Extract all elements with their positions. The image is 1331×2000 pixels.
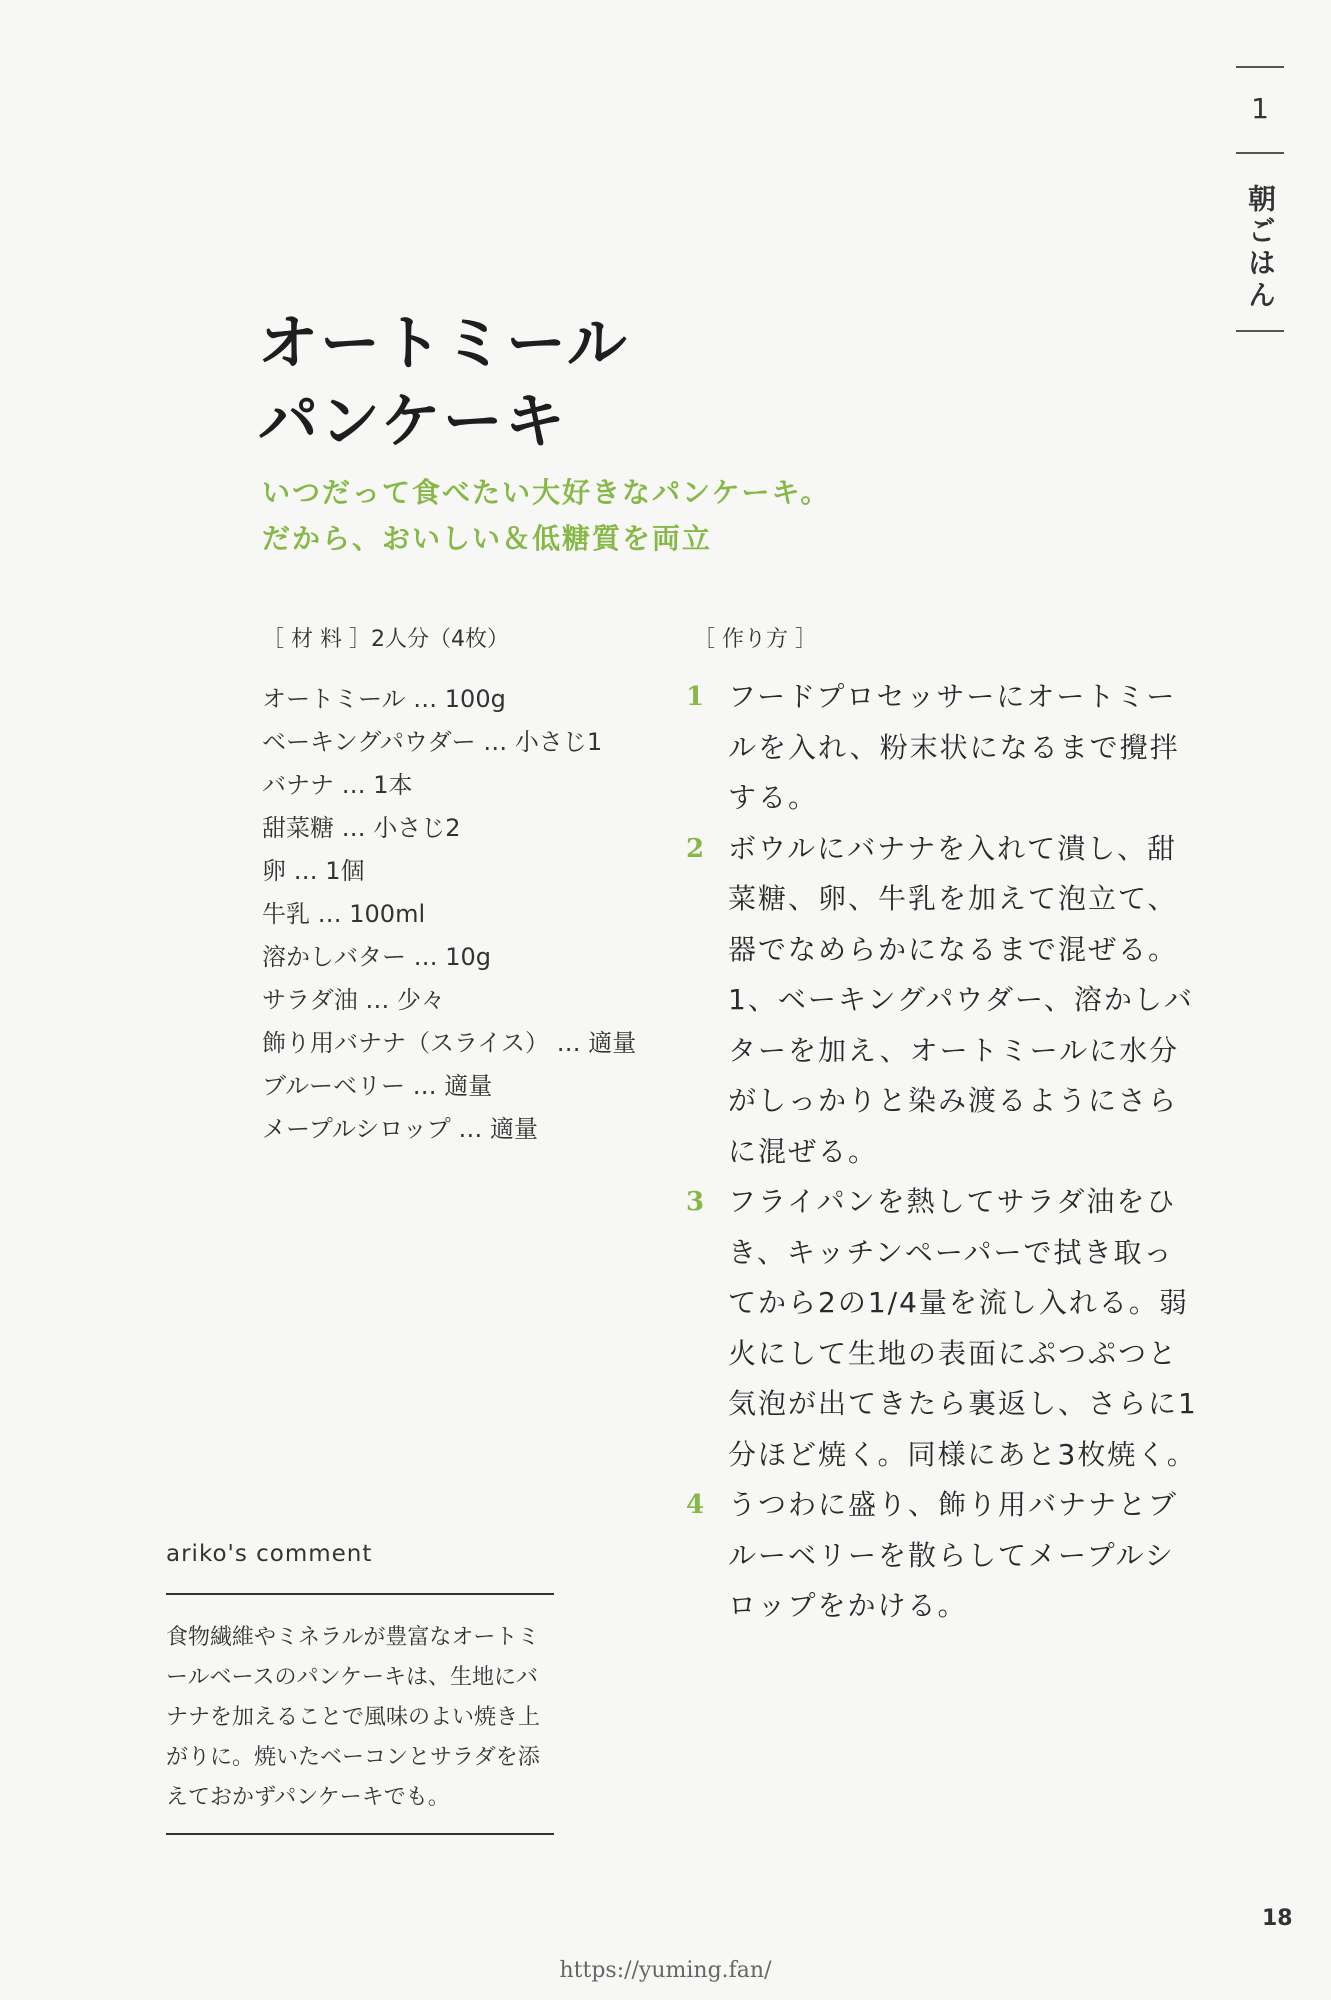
comment-rule-top: [166, 1593, 554, 1595]
recipe-title-line-1: オートミール: [258, 309, 629, 379]
ingredients-list: [262, 678, 636, 1151]
step-number: 4: [686, 1490, 705, 1520]
comment-rule-bottom: [166, 1833, 554, 1835]
ingredient-item: 溶かしバター … 10g: [262, 943, 492, 971]
ingredient-item: 甜菜糖 … 小さじ2: [262, 814, 461, 842]
step-text: フライパンを熱してサラダ油をひき、キッチンペーパーで拭き取ってから2の1/4量を流し入れる。弱火にして生地の表面にぷつぷつと気泡が出てきたら裏返し、さらに1分ほど焼く。同様にあと3枚焼く。: [728, 1185, 1198, 1471]
ingredient-item: バナナ … 1本: [262, 771, 413, 799]
ingredient-item: 牛乳 … 100ml: [262, 900, 426, 928]
chapter-number: 1: [1251, 92, 1269, 125]
method-steps: [686, 672, 1206, 1632]
step-text: フードプロセッサーにオートミールを入れ、粉末状になるまで攪拌する。: [728, 680, 1180, 814]
ingredient-item: 卵 … 1個: [262, 857, 365, 885]
step-number: 1: [686, 682, 705, 712]
ingredient-item: サラダ油 … 少々: [262, 986, 446, 1014]
recipe-lead: [262, 470, 830, 562]
recipe-lead-line-1: いつだって食べたい大好きなパンケーキ。: [262, 476, 831, 509]
step-text: ボウルにバナナを入れて潰し、甜菜糖、卵、牛乳を加えて泡立て、器でなめらかになるまで混ぜる。1、ベーキングパウダー、溶かしバターを加え、オートミールに水分がしっかりと染み渡るようにさらに混ぜる。: [728, 831, 1194, 1168]
ingredient-item: ベーキングパウダー … 小さじ1: [262, 728, 603, 756]
ingredient-item: ブルーベリー … 適量: [262, 1072, 493, 1100]
recipe-title-line-2: パンケーキ: [258, 387, 567, 457]
comment-title: ariko's comment: [166, 1541, 373, 1567]
ingredient-item: オートミール … 100g: [262, 685, 506, 713]
step-number: 3: [686, 1187, 705, 1217]
step-text: うつわに盛り、飾り用バナナとブルーベリーを散らしてメープルシロップをかける。: [728, 1488, 1179, 1622]
step-number: 2: [686, 833, 705, 864]
method-step: [686, 672, 1206, 824]
recipe-title: [258, 305, 629, 461]
recipe-lead-line-2: だから、おいしい＆低糖質を両立: [262, 522, 713, 555]
ingredient-item: メープルシロップ … 適量: [262, 1115, 539, 1143]
chapter-rule-bottom: [1236, 330, 1284, 332]
footer-url: https://yuming.fan/: [559, 1958, 772, 1983]
page-number: 18: [1262, 1906, 1293, 1931]
method-step: [686, 1480, 1206, 1632]
ingredient-item: 飾り用バナナ（スライス） … 適量: [262, 1029, 637, 1057]
ingredients-heading: ［ 材 料 ］2人分（4枚）: [262, 627, 509, 652]
method-step: [686, 824, 1206, 1178]
chapter-rule-top: [1236, 66, 1284, 68]
method-heading: ［ 作り方 ］: [693, 627, 817, 652]
chapter-label: 朝ごはん: [1244, 184, 1277, 312]
method-step: [686, 1177, 1206, 1480]
comment-body: 食物繊維やミネラルが豊富なオートミールベースのパンケーキは、生地にバナナを加えることで風味のよい焼き上がりに。焼いたベーコンとサラダを添えておかずパンケーキでも。: [166, 1625, 541, 1810]
chapter-rule-middle: [1236, 152, 1284, 154]
